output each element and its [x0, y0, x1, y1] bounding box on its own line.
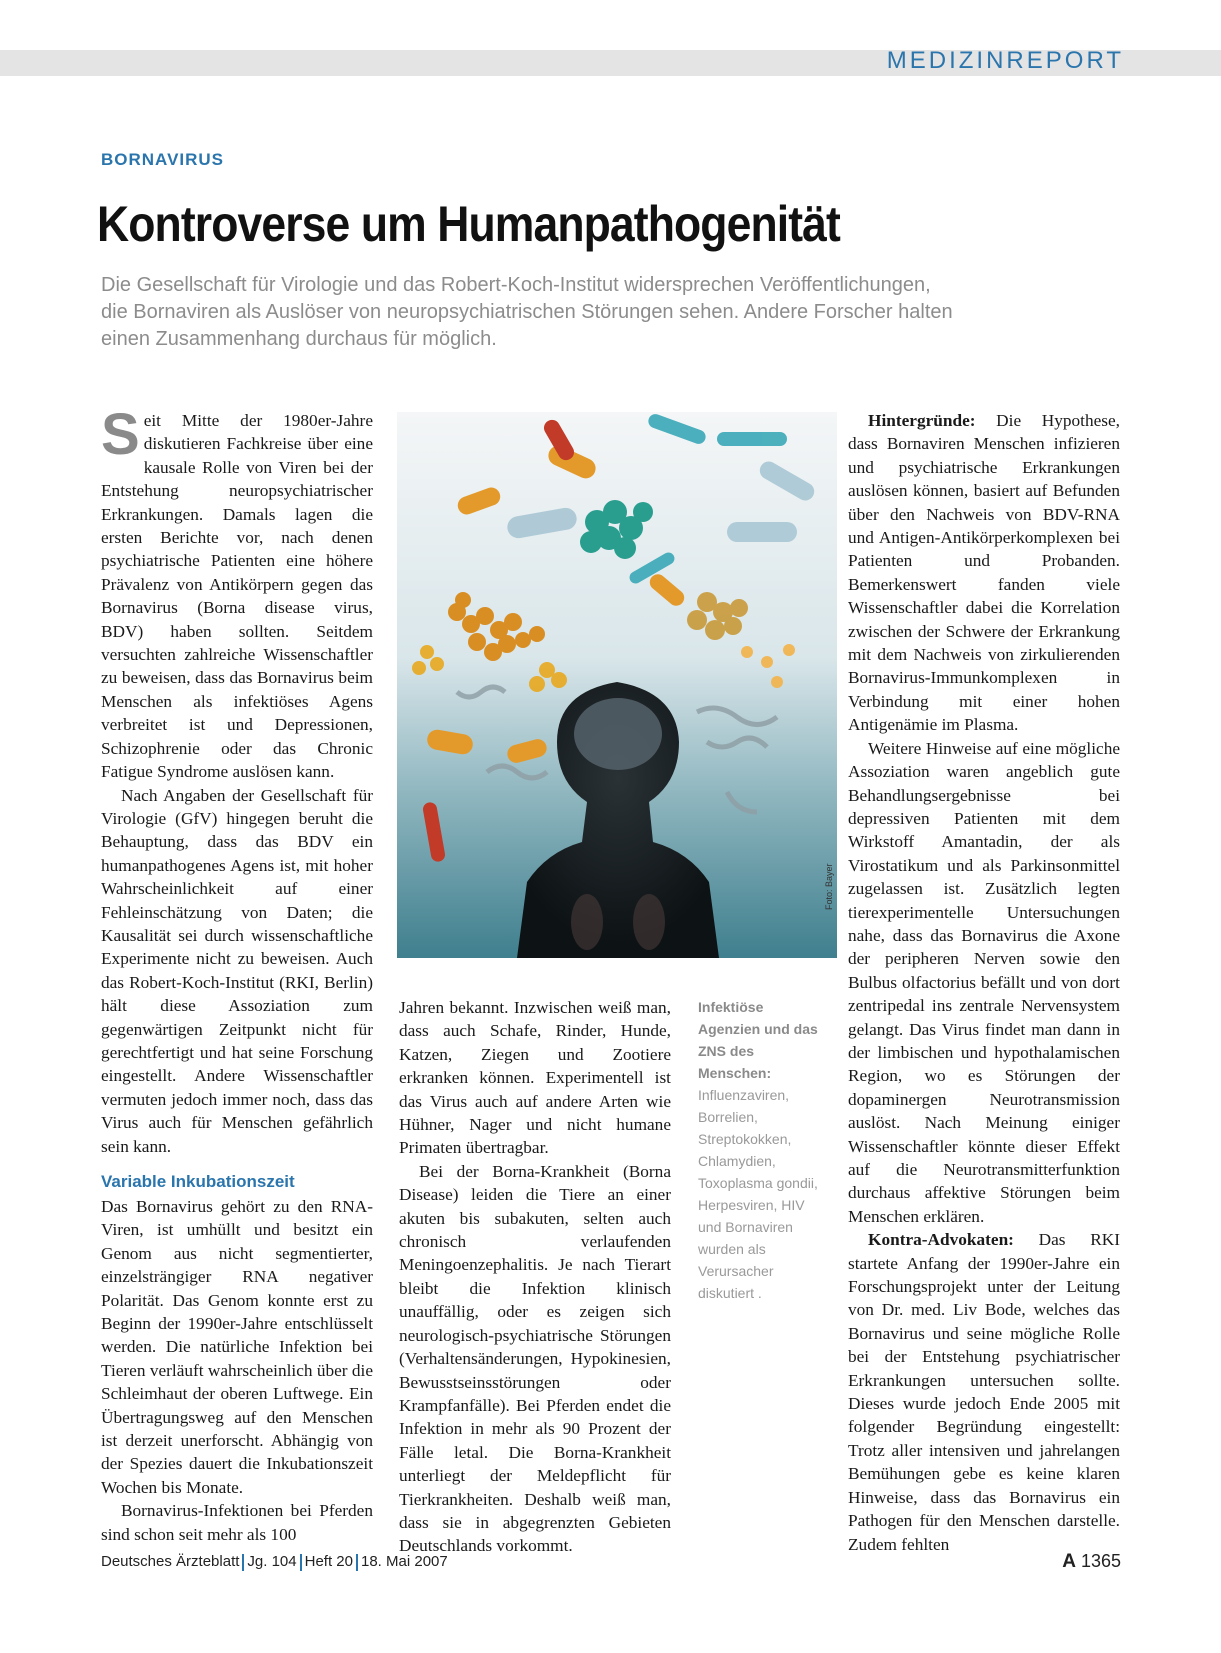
paragraph [101, 402, 373, 784]
page-prefix: A [1062, 1551, 1076, 1572]
journal-volume: Jg. 104 [247, 1553, 297, 1570]
text-column-right [848, 409, 1120, 1556]
page-number-value: 1365 [1080, 1551, 1121, 1571]
article-lead [101, 272, 1111, 353]
drop-cap: S [101, 402, 140, 467]
paragraph-text: Das RKI startete Anfang der 1990er-Jahre ein Forschungsprojekt unter der Leitung von Dr. med. Liv Bode, welches das Bornavirus und seine mögliche Rolle bei der Entstehung psychiatrischer Erkrankungen untersuchen sollte. Dieses wurde jedoch Ende 2005 mit folgender Begründung eingestellt: Trotz aller intensiven und jahrelangen Bemühungen gebe es keine klaren Hinweise, dass das Bornavirus ein Pathogen für den Menschen darstelle. Zudem fehlten [848, 1230, 1120, 1554]
brain-shape [574, 698, 662, 770]
article-title: Kontroverse um Humanpathogenität [97, 196, 840, 252]
article-kicker: BORNAVIRUS [101, 150, 225, 169]
run-in-heading: Hintergründe: [868, 411, 976, 430]
footer-separator [242, 1554, 244, 1571]
paragraph [848, 1228, 1120, 1556]
text-column-left [101, 402, 373, 1546]
paragraph-text: eit Mitte der 1980er-Jahre diskutieren Fachkreise über eine kausale Rolle von Viren bei der Entstehung neuropsychiatrischer Erkrankungen. Damals lagen die ersten Berichte vor, nach denen psychiatrische Patienten eine höhere Prävalenz von Antikörpern gegen das Bornavirus (Borna disease virus, BDV) haben sollten. Seitdem versuchten zahlreiche Wissenschaftler zu beweisen, dass das Bornavirus beim Menschen als infektiöses Agens verbreitet ist und Depressionen, Schizophrenie oder das Chronic Fatigue Syndrome auslösen kann. [101, 411, 373, 782]
paragraph: Das Bornavirus gehört zu den RNA-Viren, ist umhüllt und besitzt ein Genom aus nicht segmentierter, einzelsträngiger RNA negativer Polarität. Das Genom konnte erst zu Beginn der 1990er-Jahre entschlüsselt werden. Die natürliche Infektion bei Tieren verläuft wahrscheinlich über die Schleimhaut der oberen Luftwege. Ein Übertragungsweg auf den Menschen ist derzeit unerforscht. Abhängig von der Spezies dauert die Inkubationszeit Wochen bis Monate. [101, 1197, 373, 1497]
text-column-middle [399, 996, 671, 1558]
caption-text: Influenzaviren, Borrelien, Streptokokken, Chlamydien, Toxoplasma gondii, Herpesviren, HIV und Bornaviren wurden als Verursacher diskutiert . [698, 1087, 818, 1301]
lead-line: einen Zusammenhang durchaus für möglich. [101, 328, 497, 350]
page-number [1062, 1551, 1121, 1573]
bacteria-head-illustration [397, 412, 837, 958]
caption-title: Infektiöse Agenzien und das ZNS des Menschen: [698, 999, 818, 1081]
paragraph: Weitere Hinweise auf eine mögliche Assoziation waren angeblich gute Behandlungsergebnisse bei depressiven Patienten mit dem Wirkstoff Amantadin, der als Virostatikum und als Parkinsonmittel zugelassen ist. Zusätzlich legten tierexperimentelle Untersuchungen nahe, dass das Bornavirus die Axone der peripheren Nerven sowie den Bulbus olfactorius befällt und von dort zentripedal ins zentrale Nervensystem gelangt. Das Virus findet man dann in der limbischen und hypothalamischen Region, wo es Störungen der dopaminergen Neurotransmission auslöst. Nach Meinung einiger Wissenschaftler könnte dieser Effekt auf die Neurotransmitterfunktion durchaus affektive Störungen beim Menschen erklären. [848, 738, 1120, 1226]
page-footer [101, 1553, 448, 1571]
issue-date: 18. Mai 2007 [361, 1553, 448, 1570]
photo-credit: Foto: Bayer [824, 863, 834, 910]
paragraph-text: Die Hypothese, dass Bornaviren Menschen infizieren und psychiatrische Erkrankungen auslösen können, basiert auf Befunden über den Nachweis von BDV-RNA und Antigen-Antikörperkomplexen bei Patienten und Probanden. Bemerkenswert fanden viele Wissenschaftler dabei die Korrelation zwischen der Schwere der Erkrankung mit dem Nachweis von zirkulierenden Bornavirus-Immunkomplexen in Verbindung mit einer hohen Antigenämie im Plasma. [848, 411, 1120, 735]
lead-line: Die Gesellschaft für Virologie und das Robert-Koch-Institut widersprechen Veröffentlichungen, [101, 274, 931, 296]
section-label: MEDIZINREPORT [886, 47, 1124, 74]
photo-caption [698, 996, 828, 1304]
footer-separator [300, 1554, 302, 1571]
run-in-heading: Kontra-Advokaten: [868, 1230, 1014, 1250]
footer-separator [356, 1554, 358, 1571]
section-header-bar [0, 47, 1221, 76]
journal-issue: Heft 20 [304, 1553, 353, 1570]
lead-line: die Bornaviren als Auslöser von neuropsychiatrischen Störungen sehen. Andere Forscher halten [101, 301, 953, 323]
paragraph: Nach Angaben der Gesellschaft für Virologie (GfV) hingegen beruht die Behauptung, dass das BDV ein humanpathogenes Agens ist, mit hoher Wahrscheinlichkeit auf einer Fehleinschätzung von Daten; die Kausalität sei durch wissenschaftliche Experimente nicht zu beweisen. Auch das Robert-Koch-Institut (RKI, Berlin) hält diese Assoziation zum gegenwärtigen Zeitpunkt nicht für gerechtfertigt und hat seine Forschung eingestellt. Andere Wissenschaftler vermuten jedoch immer noch, dass das Virus auch für Menschen gefährlich sein kann. [101, 785, 373, 1156]
paragraph: Jahren bekannt. Inzwischen weiß man, dass auch Schafe, Rinder, Hunde, Katzen, Ziegen und Zootiere erkranken können. Experimentell ist das Virus auch auf andere Arten wie Hühner, Nager und nicht humane Primaten übertragbar. [399, 998, 671, 1158]
article-photo [397, 412, 837, 958]
paragraph [848, 409, 1120, 737]
journal-name: Deutsches Ärzteblatt [101, 1553, 240, 1570]
subheading: Variable Inkubationszeit [101, 1172, 295, 1191]
paragraph: Bei der Borna-Krankheit (Borna Disease) leiden die Tiere an einer akuten bis subakuten, selten auch chronisch verlaufenden Meningoenzephalitis. Je nach Tierart bleibt die Infektion klinisch unauffällig, oder es zeigen sich neurologisch-psychiatrische Störungen (Verhaltensänderungen, Hypokinesien, Bewusstseinsstörungen oder Krampfanfälle). Bei Pferden endet die Infektion in mehr als 90 Prozent der Fälle letal. Die Borna-Krankheit unterliegt der Meldepflicht für Tierkrankheiten. Deshalb weiß man, dass sie in abgegrenzten Gebieten Deutschlands vorkommt. [399, 1161, 671, 1556]
paragraph: Bornavirus-Infektionen bei Pferden sind schon seit mehr als 100 [101, 1501, 373, 1544]
